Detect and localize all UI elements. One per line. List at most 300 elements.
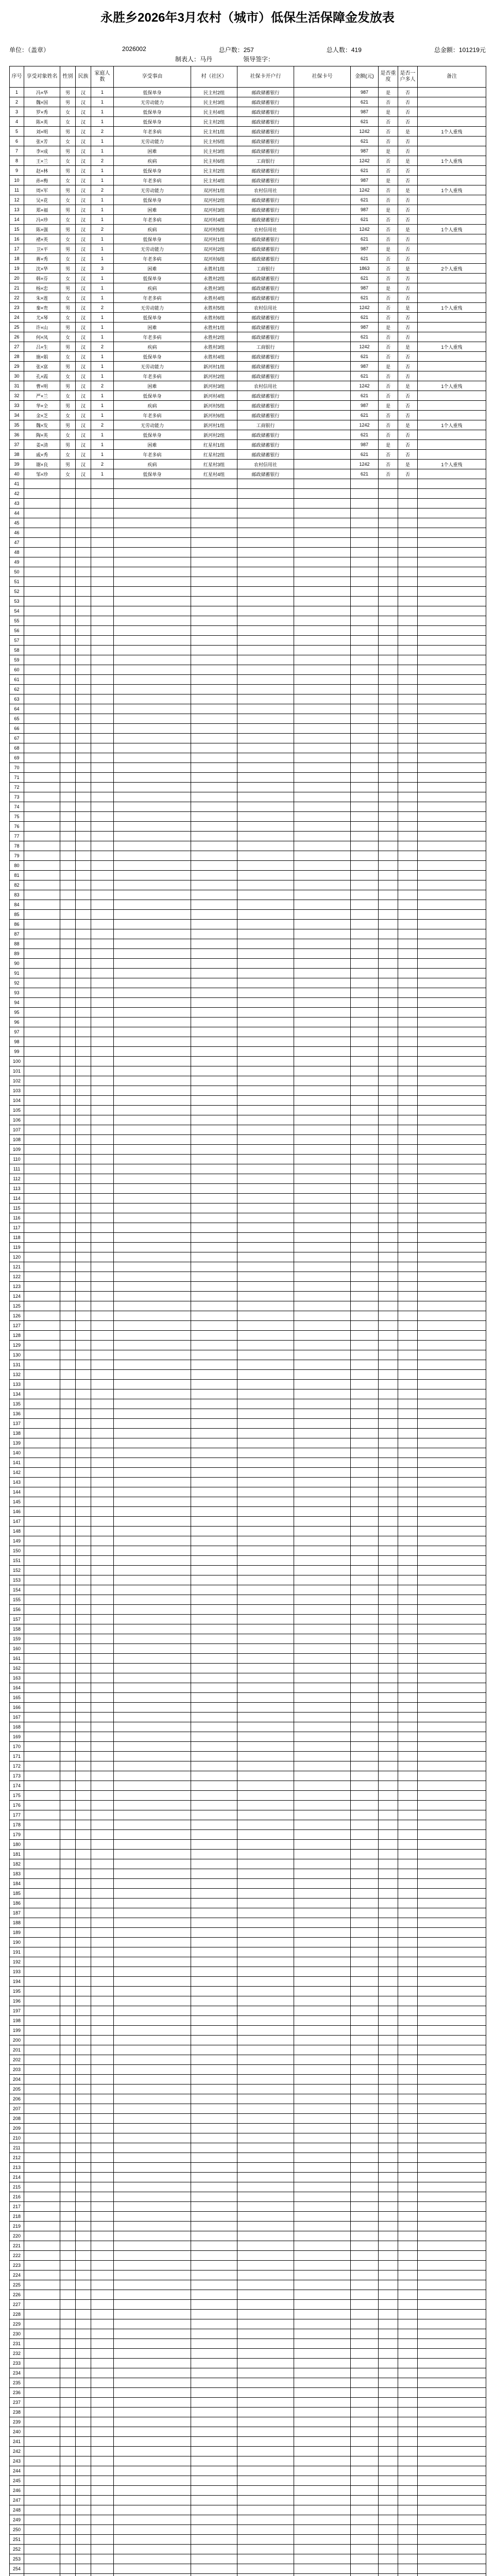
table-cell: 魏×国 [24,97,60,107]
table-row [10,1703,486,1713]
table-cell [418,1566,486,1575]
table-cell [294,1928,351,1938]
table-cell [114,949,191,959]
table-cell [351,1115,379,1125]
table-row [10,1859,486,1869]
table-cell [24,1262,60,1272]
table-row [10,1037,486,1047]
table-cell [191,998,237,1008]
table-cell [76,1977,91,1987]
table-cell [379,890,398,900]
table-cell [294,528,351,538]
table-cell [398,900,418,910]
table-cell [60,861,76,871]
table-cell [351,665,379,675]
table-cell [191,1732,237,1742]
table-cell [76,2525,91,2535]
table-cell: 许×山 [24,323,60,332]
table-cell [191,1478,237,1487]
table-cell: 邮政储蓄银行 [237,127,294,137]
table-cell [91,1752,114,1761]
table-cell [398,890,418,900]
table-cell: 1 [91,371,114,381]
table-cell [191,1987,237,1996]
table-cell [398,1830,418,1840]
table-cell: 170 [10,1742,24,1752]
table-cell: 2 [91,185,114,195]
table-cell: 135 [10,1399,24,1409]
table-cell [24,1673,60,1683]
table-cell [114,1947,191,1957]
table-cell [379,1458,398,1468]
table-cell: 187 [10,1908,24,1918]
table-cell [76,2486,91,2496]
table-cell [91,2319,114,2329]
table-cell [91,1018,114,1027]
table-cell [379,1840,398,1850]
table-cell [191,1624,237,1634]
table-row [10,2310,486,2319]
table-cell: 118 [10,1233,24,1243]
table-cell [114,1527,191,1536]
table-cell: 何×凤 [24,332,60,342]
table-cell: 243 [10,2456,24,2466]
table-cell [294,724,351,734]
table-row [10,2466,486,2476]
table-cell [76,2114,91,2124]
table-cell [76,567,91,577]
table-cell [237,2026,294,2036]
table-cell [398,2202,418,2212]
table-cell [294,597,351,606]
table-cell: 140 [10,1448,24,1458]
table-cell: 1 [91,117,114,127]
table-cell [60,1018,76,1027]
table-cell [191,1869,237,1879]
table-cell: 240 [10,2427,24,2437]
table-row [10,1918,486,1928]
table-row [10,1429,486,1438]
table-cell [351,1722,379,1732]
table-cell [76,1703,91,1713]
table-cell [398,1360,418,1370]
table-row [10,1556,486,1566]
table-row [10,489,486,499]
table-cell [24,1605,60,1615]
table-cell [237,1556,294,1566]
table-cell: 1 [91,430,114,440]
table-cell [398,1507,418,1517]
table-cell [379,2075,398,2084]
table-cell [91,753,114,763]
table-cell [294,714,351,724]
table-cell [418,313,486,323]
table-cell [91,1713,114,1722]
table-cell [398,489,418,499]
table-cell [76,2251,91,2261]
table-cell [351,1194,379,1204]
table-cell [398,2241,418,2251]
table-cell: 34 [10,411,24,420]
table-cell [237,1419,294,1429]
table-cell [91,1057,114,1066]
table-cell [237,1634,294,1644]
table-cell [114,2388,191,2398]
table-cell [418,1713,486,1722]
table-cell [114,704,191,714]
table-cell [379,2251,398,2261]
table-cell [114,871,191,880]
table-cell [379,753,398,763]
table-cell: 237 [10,2398,24,2408]
table-cell [91,1928,114,1938]
table-cell: 是 [379,88,398,97]
table-cell [191,518,237,528]
table-cell [294,1018,351,1027]
table-cell [237,1155,294,1164]
table-cell [351,1389,379,1399]
table-row [10,264,486,274]
table-cell [351,1008,379,1018]
table-cell [294,1370,351,1380]
table-cell: 汉 [76,117,91,127]
table-cell [418,88,486,97]
table-cell: 双河村5组 [191,225,237,234]
table-cell [294,440,351,450]
table-cell [237,1125,294,1135]
table-cell [237,1810,294,1820]
table-cell: 7 [10,146,24,156]
table-cell [379,939,398,949]
table-cell: 邮政储蓄银行 [237,146,294,156]
table-cell [418,2280,486,2290]
table-row [10,1174,486,1184]
table-cell [114,734,191,743]
table-cell [60,871,76,880]
table-cell [351,2045,379,2055]
table-cell [24,675,60,685]
table-cell [91,1184,114,1194]
table-cell: 176 [10,1801,24,1810]
table-cell [237,548,294,557]
table-cell [237,509,294,518]
table-cell [351,1879,379,1889]
table-cell [418,323,486,332]
table-cell [91,2300,114,2310]
table-row [10,1615,486,1624]
table-cell [76,920,91,929]
table-cell: 15 [10,225,24,234]
table-cell [351,900,379,910]
table-row [10,303,486,313]
table-cell [91,1311,114,1321]
table-cell: 汉 [76,244,91,254]
table-cell [237,812,294,822]
table-cell: 89 [10,949,24,959]
table-cell [379,1791,398,1801]
table-cell [379,1908,398,1918]
table-cell [351,2574,379,2576]
table-cell [418,469,486,479]
table-cell [191,2456,237,2466]
table-cell [191,773,237,783]
table-row [10,1810,486,1820]
table-cell [24,1752,60,1761]
table-cell [351,1967,379,1977]
table-cell [418,2016,486,2026]
table-cell [351,528,379,538]
table-cell: 1个人重残 [418,381,486,391]
table-cell [191,949,237,959]
table-cell [379,2143,398,2153]
table-cell [237,2055,294,2065]
table-cell [114,2212,191,2222]
table-cell [76,704,91,714]
table-cell [114,763,191,773]
table-cell [191,861,237,871]
table-cell [294,2515,351,2525]
table-cell [60,939,76,949]
table-cell [418,1859,486,1869]
table-cell [418,1174,486,1184]
table-cell [351,2515,379,2525]
table-cell [237,871,294,880]
table-cell [237,998,294,1008]
table-cell [398,792,418,802]
table-cell [24,1115,60,1125]
table-cell [398,1174,418,1184]
table-row [10,1321,486,1331]
table-cell [91,763,114,773]
table-cell [76,1840,91,1850]
table-cell [418,2222,486,2231]
table-cell [379,2055,398,2065]
table-cell [114,724,191,734]
table-cell [237,714,294,724]
table-cell [379,1204,398,1213]
table-cell [351,1497,379,1507]
table-cell [379,1654,398,1664]
table-cell [379,1615,398,1624]
table-cell [379,2094,398,2104]
table-cell [351,1957,379,1967]
table-cell [60,1517,76,1527]
table-cell [191,1713,237,1722]
table-cell: 247 [10,2496,24,2505]
column-header: 享受事由 [114,66,191,88]
table-row [10,215,486,225]
table-row [10,146,486,156]
table-cell [60,1213,76,1223]
table-cell [351,2104,379,2114]
table-cell [237,1713,294,1722]
table-cell [24,694,60,704]
table-cell: 邮政储蓄银行 [237,117,294,127]
table-cell [418,2153,486,2163]
table-cell [237,763,294,773]
table-cell [76,1164,91,1174]
table-cell [398,802,418,812]
table-cell [398,1938,418,1947]
table-cell [114,587,191,597]
table-cell [351,1350,379,1360]
table-cell [294,538,351,548]
table-cell [237,616,294,626]
table-cell: 女 [60,293,76,303]
table-row [10,763,486,773]
table-cell [24,1850,60,1859]
table-cell [24,1213,60,1223]
table-row [10,518,486,528]
table-cell [418,479,486,489]
table-cell [114,1047,191,1057]
table-cell [76,1204,91,1213]
table-cell [418,362,486,371]
table-cell [351,518,379,528]
table-cell [24,1908,60,1918]
table-cell: 621 [351,234,379,244]
table-cell [351,1742,379,1752]
table-cell: 36 [10,430,24,440]
table-cell [379,1282,398,1292]
table-row [10,88,486,97]
table-cell [398,646,418,655]
table-cell [24,1977,60,1987]
table-cell [60,2084,76,2094]
table-cell [294,2016,351,2026]
table-cell [398,2261,418,2270]
table-cell [24,1928,60,1938]
table-cell [379,1546,398,1556]
table-cell: 132 [10,1370,24,1380]
table-row [10,352,486,362]
table-cell [237,880,294,890]
table-cell [379,1174,398,1184]
table-cell [91,587,114,597]
table-cell [418,822,486,832]
table-cell: 23 [10,303,24,313]
table-cell [24,2036,60,2045]
table-cell [418,215,486,225]
table-cell [114,851,191,861]
table-cell [60,538,76,548]
table-cell [91,1595,114,1605]
table-cell [114,2104,191,2114]
table-cell [237,1507,294,1517]
table-cell [398,1527,418,1536]
table-cell [76,1194,91,1204]
table-row [10,743,486,753]
table-cell [294,450,351,460]
table-cell [379,1899,398,1908]
table-cell [60,1155,76,1164]
table-cell [398,1820,418,1830]
table-cell: 新河村5组 [191,401,237,411]
table-cell: 4 [10,117,24,127]
table-cell [114,1546,191,1556]
table-row [10,195,486,205]
table-cell: 永胜村4组 [191,293,237,303]
table-cell [351,2398,379,2408]
table-cell [76,2173,91,2182]
table-cell [191,1536,237,1546]
table-cell [114,1223,191,1233]
table-cell: 年老多病 [114,254,191,264]
table-cell [91,1859,114,1869]
table-row [10,420,486,430]
table-cell [418,2026,486,2036]
table-cell [237,1282,294,1292]
table-row [10,871,486,880]
table-row [10,1057,486,1066]
table-cell [294,1996,351,2006]
table-cell [379,538,398,548]
table-cell [76,2153,91,2163]
table-cell [237,1703,294,1713]
table-row [10,841,486,851]
table-cell [398,1331,418,1341]
table-cell [351,969,379,978]
table-row [10,1595,486,1605]
table-cell [398,1321,418,1331]
table-cell [379,1243,398,1252]
table-cell [60,1252,76,1262]
table-cell: 否 [379,332,398,342]
table-cell [294,1624,351,1634]
table-cell: 131 [10,1360,24,1370]
table-cell [237,1223,294,1233]
table-cell [351,2075,379,2084]
table-cell [351,1781,379,1791]
table-cell [294,185,351,195]
table-cell [398,1732,418,1742]
table-row [10,1448,486,1458]
table-cell [237,2378,294,2388]
table-cell [60,694,76,704]
table-cell [76,2388,91,2398]
table-cell [398,616,418,626]
table-cell [91,509,114,518]
table-cell [24,685,60,694]
table-cell [91,1331,114,1341]
table-cell: 19 [10,264,24,274]
table-cell [379,1155,398,1164]
table-cell [24,851,60,861]
table-cell [351,1713,379,1722]
table-cell [60,1399,76,1409]
table-cell [294,323,351,332]
table-cell [351,2055,379,2065]
table-cell [398,1693,418,1703]
table-cell: 男 [60,166,76,176]
table-cell: 低保单身 [114,352,191,362]
table-cell [237,1478,294,1487]
table-cell [294,195,351,205]
table-cell: 104 [10,1096,24,1106]
table-cell [237,1008,294,1018]
table-cell [418,1517,486,1527]
table-cell [418,1977,486,1987]
table-cell [237,1947,294,1957]
table-cell [91,1615,114,1624]
table-cell [60,1135,76,1145]
table-cell [237,1086,294,1096]
table-cell [351,2241,379,2251]
table-cell [76,1605,91,1615]
table-cell [398,2427,418,2437]
table-cell: 女 [60,450,76,460]
table-cell [398,1350,418,1360]
